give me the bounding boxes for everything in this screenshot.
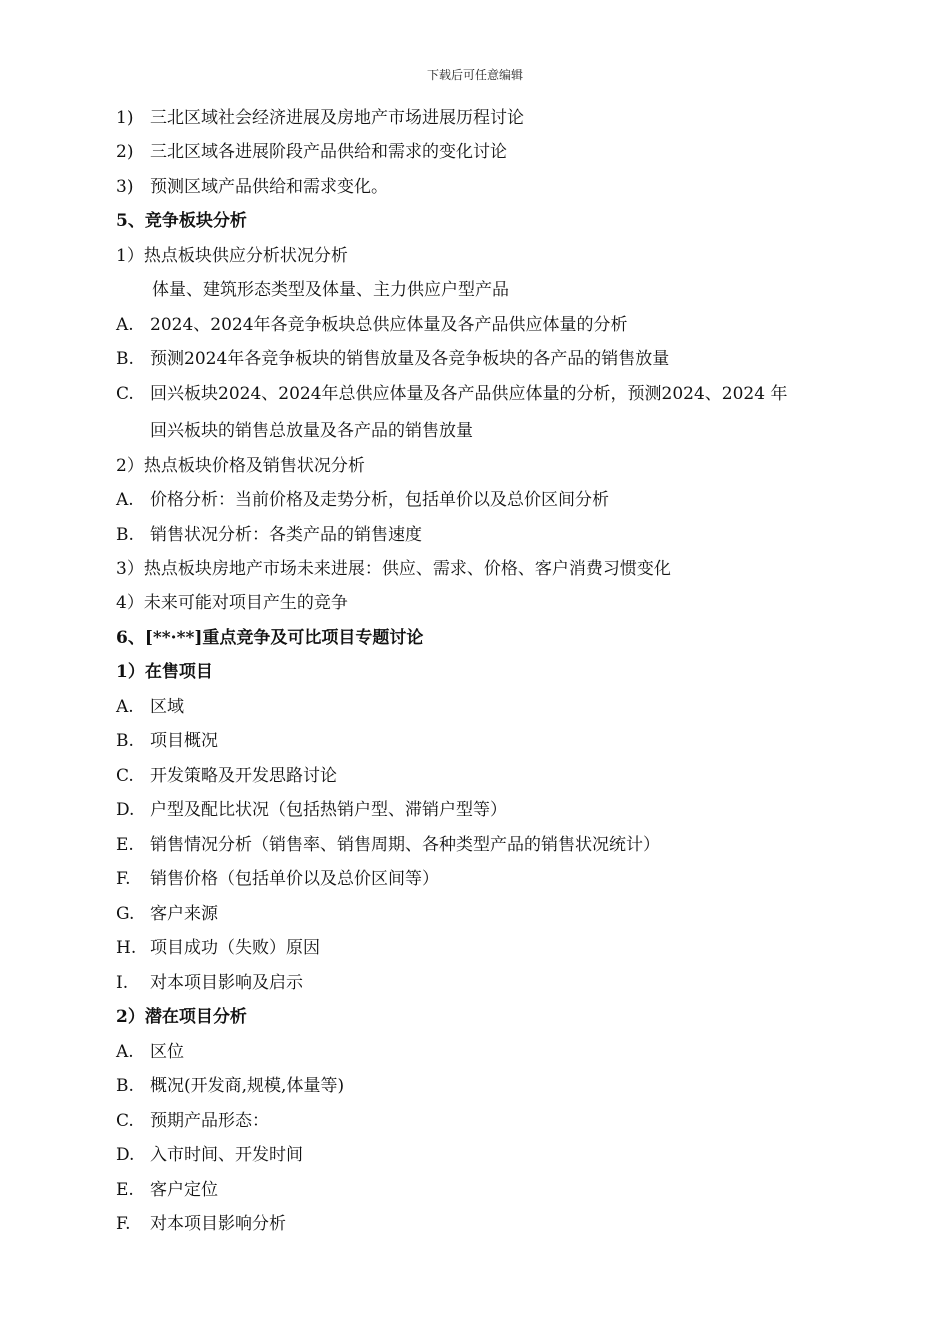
list-item-text: 概况(开发商,规模,体量等): [150, 1076, 345, 1096]
subsection-heading: 1）在售项目: [116, 662, 213, 682]
list-marker: B.: [116, 349, 134, 369]
list-item-text: 区位: [150, 1042, 184, 1062]
list-item: [116, 176, 388, 198]
list-item: [116, 1213, 286, 1235]
list-item-text: 户型及配比状况（包括热销户型、滞销户型等）: [150, 800, 507, 820]
list-item: [116, 903, 218, 925]
list-marker: D.: [116, 800, 135, 820]
page-header: 下载后可任意编辑: [426, 68, 523, 82]
list-item-text: 开发策略及开发思路讨论: [150, 766, 337, 786]
list-item: [116, 799, 507, 821]
list-item-text: 项目概况: [150, 731, 218, 751]
list-marker: G.: [116, 904, 135, 924]
list-item: [116, 141, 507, 163]
list-item: [116, 524, 422, 546]
list-marker: C.: [116, 384, 134, 404]
list-item: [116, 1110, 269, 1132]
list-item-text: 区域: [150, 697, 184, 717]
list-marker: 3): [116, 177, 134, 197]
list-item: [116, 1179, 218, 1201]
subsection-heading: 4）未来可能对项目产生的竞争: [116, 593, 348, 613]
list-item-text: 客户来源: [150, 904, 218, 924]
list-item-text: 价格分析：当前价格及走势分析，包括单价以及总价区间分析: [150, 490, 609, 510]
list-marker: D.: [116, 1145, 135, 1165]
list-marker: H.: [116, 938, 137, 958]
list-marker: E.: [116, 835, 134, 855]
list-marker: A.: [116, 1042, 134, 1062]
list-item: [116, 107, 524, 129]
list-marker: B.: [116, 525, 134, 545]
list-marker: B.: [116, 1076, 134, 1096]
list-item-text: 销售价格（包括单价以及总价区间等）: [150, 869, 439, 889]
list-item-text: 销售情况分析（销售率、销售周期、各种类型产品的销售状况统计）: [150, 835, 660, 855]
subsection-heading: 2）热点板块价格及销售状况分析: [116, 456, 365, 476]
list-item: [116, 696, 184, 718]
list-marker: A.: [116, 315, 134, 335]
list-marker: A.: [116, 697, 134, 717]
list-item: [116, 383, 787, 405]
list-item: [116, 1041, 184, 1063]
list-marker: 2): [116, 142, 134, 162]
list-item: [116, 1075, 344, 1097]
section-heading: 5、竞争板块分析: [116, 211, 247, 231]
list-marker: 1): [116, 108, 134, 128]
list-item: [116, 314, 628, 336]
list-marker: E.: [116, 1180, 134, 1200]
subsection-heading: 3）热点板块房地产市场未来进展：供应、需求、价格、客户消费习惯变化: [116, 559, 671, 579]
list-item-continuation: 回兴板块的销售总放量及各产品的销售放量: [150, 421, 473, 441]
paragraph-text: 体量、建筑形态类型及体量、主力供应户型产品: [152, 280, 509, 300]
list-marker: C.: [116, 766, 134, 786]
list-item-text: 三北区域社会经济进展及房地产市场进展历程讨论: [150, 108, 524, 128]
list-item-text: 预期产品形态：: [150, 1111, 269, 1131]
list-item-text: 项目成功（失败）原因: [150, 938, 320, 958]
list-marker: F.: [116, 1214, 131, 1234]
list-item-text: 入市时间、开发时间: [150, 1145, 303, 1165]
section-heading: 6、[**·**]重点竞争及可比项目专题讨论: [116, 628, 424, 648]
subsection-heading: 1）热点板块供应分析状况分析: [116, 246, 348, 266]
list-item-text: 预测2024年各竞争板块的销售放量及各竞争板块的各产品的销售放量: [150, 349, 670, 369]
list-item-text: 对本项目影响及启示: [150, 973, 303, 993]
list-marker: C.: [116, 1111, 134, 1131]
list-item-text: 2024、2024年各竞争板块总供应体量及各产品供应体量的分析: [150, 315, 628, 335]
list-item: [116, 937, 320, 959]
list-marker: A.: [116, 490, 134, 510]
list-marker: I.: [116, 973, 129, 993]
list-item: [116, 1144, 303, 1166]
list-marker: B.: [116, 731, 134, 751]
list-item: [116, 834, 660, 856]
list-item: [116, 489, 609, 511]
list-item: [116, 765, 337, 787]
list-item: [116, 972, 303, 994]
list-item: [116, 868, 439, 890]
list-item-text: 回兴板块2024、2024年总供应体量及各产品供应体量的分析，预测2024、2024 年: [150, 384, 788, 404]
list-marker: F.: [116, 869, 131, 889]
list-item-text: 三北区域各进展阶段产品供给和需求的变化讨论: [150, 142, 507, 162]
list-item: [116, 348, 669, 370]
subsection-heading: 2）潜在项目分析: [116, 1007, 247, 1027]
list-item-text: 预测区域产品供给和需求变化。: [150, 177, 388, 197]
list-item: [116, 730, 218, 752]
list-item-text: 客户定位: [150, 1180, 218, 1200]
list-item-text: 销售状况分析：各类产品的销售速度: [150, 525, 422, 545]
list-item-text: 对本项目影响分析: [150, 1214, 286, 1234]
